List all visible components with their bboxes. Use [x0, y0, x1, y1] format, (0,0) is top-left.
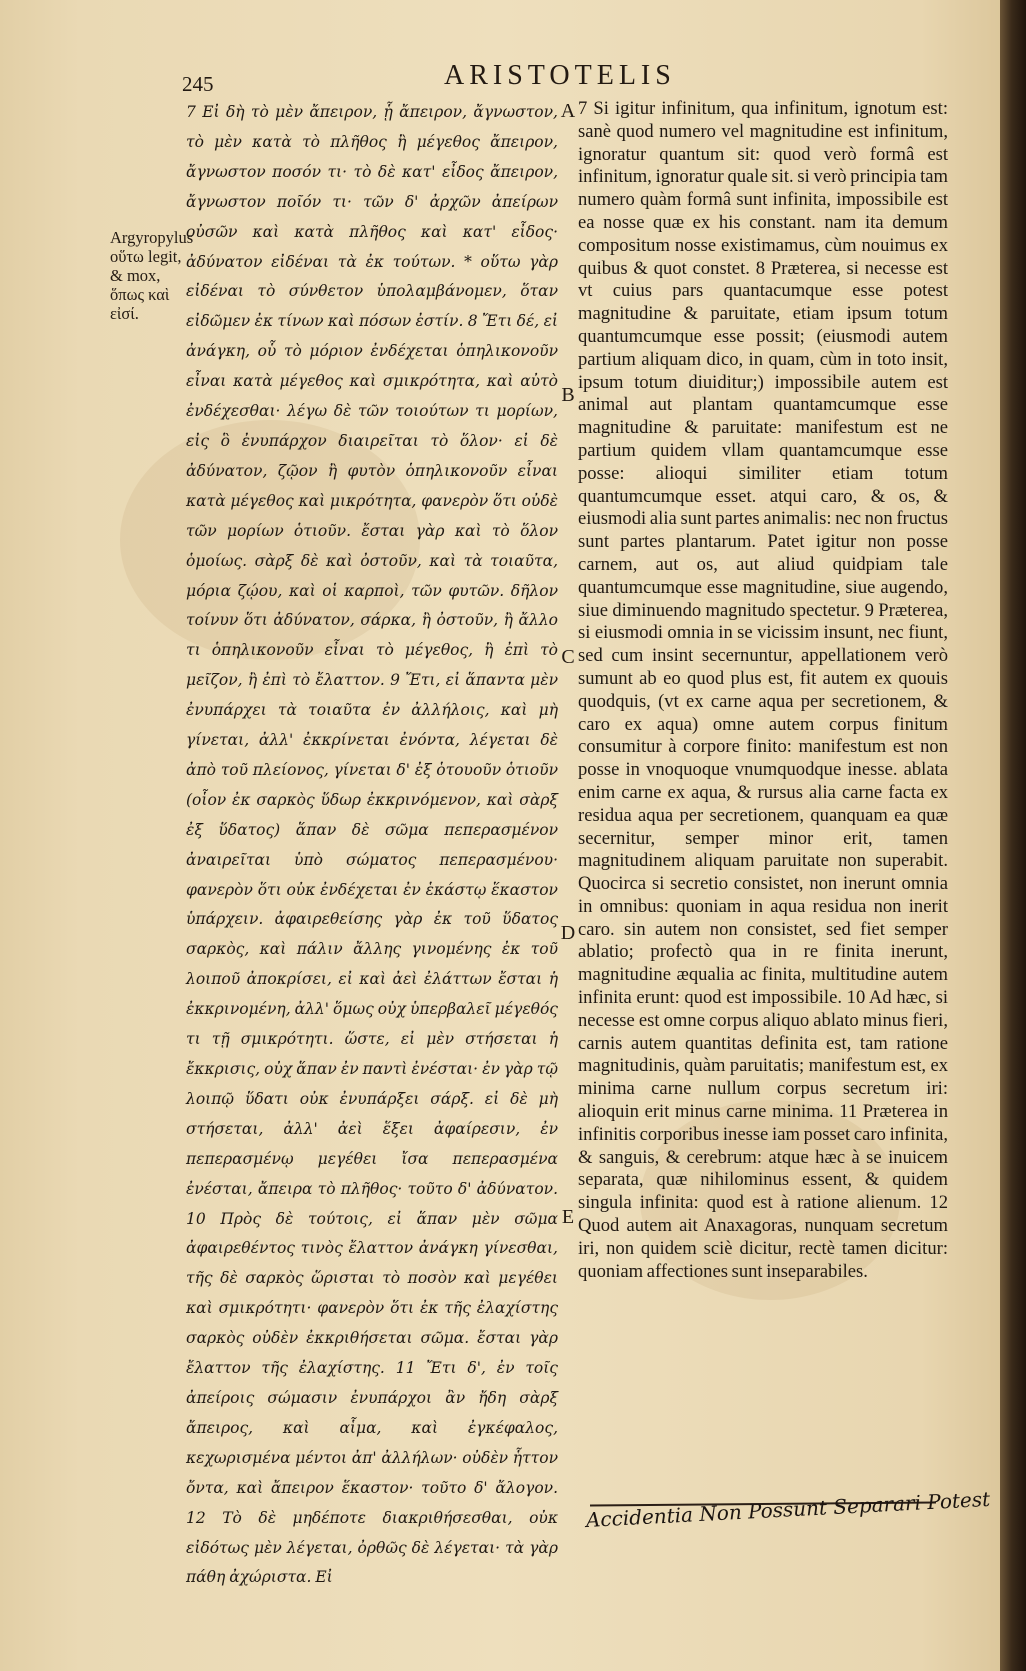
- page-header: [0, 60, 1000, 96]
- running-head: ARISTOTELIS: [444, 60, 676, 91]
- section-marker: C: [561, 646, 575, 668]
- book-edge: [1000, 0, 1026, 1671]
- handwritten-annotation: Accidentia Non Possunt Separari Potest: [585, 1486, 991, 1532]
- greek-column: 7 Εἰ δὴ τὸ μὲν ἄπειρον, ᾗ ἄπειρον, ἄγνωστον, τὸ μὲν κατὰ τὸ πλῆθος ἢ μέγεθος ἄπειρον, ἄγνωστον ποσόν τι· τὸ δὲ κατ' εἶδος ἄπειρον, ἄγνωστον ποῖόν τι· τῶν δ' ἀρχῶν ἀπείρων οὐσῶν καὶ κατὰ πλῆθος καὶ κατ' εἶδος· ἀδύνατον εἰδέναι τὰ ἐκ τούτων. * οὕτω γὰρ εἰδέναι τὸ σύνθετον ὑπολαμβάνομεν, ὅταν εἰδῶμεν ἐκ τίνων καὶ πόσων ἐστίν. 8 Ἔτι δέ, εἰ ἀνάγκη, οὗ τὸ μόριον ἐνδέχεται ὁπηλικονοῦν εἶναι κατὰ μέγεθος καὶ σμικρότητα, καὶ αὐτὸ ἐνδέχεσθαι· λέγω δὲ τῶν τοιούτων τι μορίων, εἰς ὃ ἐνυπάρχον διαιρεῖται τὸ ὅλον· εἰ δὲ ἀδύνατον, ζῷον ἢ φυτὸν ὁπηλικονοῦν εἶναι κατὰ μέγεθος καὶ μικρότητα, φανερὸν ὅτι οὐδὲ τῶν μορίων ὁτιοῦν. ἔσται γὰρ καὶ τὸ ὅλον ὁμοίως. σὰρξ δὲ καὶ ὀστοῦν, καὶ τὰ τοιαῦτα, μόρια ζῴου, καὶ οἱ καρποὶ, τῶν φυτῶν. δῆλον τοίνυν ὅτι ἀδύνατον, σάρκα, ἢ ὀστοῦν, ἢ ἄλλο τι ὁπηλικονοῦν εἶναι τὸ μέγεθος, ἢ ἐπὶ τὸ μεῖζον, ἢ ἐπὶ τὸ ἔλαττον. 9 Ἔτι, εἰ ἅπαντα μὲν ἐνυπάρχει τὰ τοιαῦτα ἐν ἀλλήλοις, καὶ μὴ γίνεται, ἀλλ' ἐκκρίνεται ἐνόντα, λέγεται δὲ ἀπὸ τοῦ πλείονος, γίνεται δ' ἐξ ὁτουοῦν ὁτιοῦν (οἷον ἐκ σαρκὸς ὕδωρ ἐκκρινόμενον, καὶ σὰρξ ἐξ ὕδατος) ἅπαν δὲ σῶμα πεπερασμένον ἀναιρεῖται ὑπὸ σώματος πεπερασμένου· φανερὸν ὅτι οὐκ ἐνδέχεται ἐν ἑκάστῳ ἕκαστον ὑπάρχειν. ἀφαιρεθείσης γὰρ ἐκ τοῦ ὕδατος σαρκὸς, καὶ πάλιν ἄλλης γινομένης ἐκ τοῦ λοιποῦ ἀποκρίσει, εἰ καὶ ἀεὶ ἐλάττων ἔσται ἡ ἐκκρινομένη, ἀλλ' ὅμως οὐχ ὑπερβαλεῖ μέγεθός τι τῇ σμικρότητι. ὥστε, εἰ μὲν στήσεται ἡ ἔκκρισις, οὐχ ἅπαν ἐν παντὶ ἐνέσται· ἐν γὰρ τῷ λοιπῷ ὕδατι οὐκ ἐνυπάρξει σάρξ. εἰ δὲ μὴ στήσεται, ἀλλ' ἀεὶ ἕξει ἀφαίρεσιν, ἐν πεπερασμένῳ μεγέθει ἴσα πεπερασμένα ἐνέσται, ἄπειρα τὸ πλῆθος· τοῦτο δ' ἀδύνατον. 10 Πρὸς δὲ τούτοις, εἰ ἅπαν μὲν σῶμα ἀφαιρεθέντος τινὸς ἔλαττον ἀνάγκη γίνεσθαι, τῆς δὲ σαρκὸς ὥρισται τὸ ποσὸν καὶ μεγέθει καὶ σμικρότητι· φανερὸν ὅτι ἐκ τῆς ἐλαχίστης σαρκὸς οὐδὲν ἐκκριθήσεται σῶμα. ἔσται γὰρ ἔλαττον τῆς ἐλαχίστης. 11 Ἔτι δ', ἐν τοῖς ἀπείροις σώμασιν ἐνυπάρχοι ἂν ἤδη σὰρξ ἄπειρος, καὶ αἷμα, καὶ ἐγκέφαλος, κεχωρισμένα μέντοι ἀπ' ἀλλήλων· οὐδὲν ἧττον ὄντα, καὶ ἄπειρον ἕκαστον· τοῦτο δ' ἄλογον. 12 Τὸ δὲ μηδέποτε διακριθήσεσθαι, οὐκ εἰδότως μὲν λέγεται, ὀρθῶς δὲ λέγεται· τὰ γὰρ πάθη ἀχώριστα. Εἰ: [186, 103, 558, 1587]
- latin-column: 7 Si igitur infinitum, qua infinitum, ignotum est: sanè quod numero vel magnitudine est infinitum, ignoratur quantum sit: quod verò formâ est infinitum, ignoratur quale sit. si verò principia tam numero quàm formâ sunt infinita, impossibile est ea nosse quæ ex his constant. nam ita demum compositum nosse existimamus, cùm nouimus ex quibus & quot constet. 8 Præterea, si necesse est vt cuius pars quantacumque esse potest magnitudine & paruitate, etiam ipsum totum quantumcumque esse possit; (eiusmodi autem partium aliquam dico, in quam, cùm in toto insit, ipsum totum diuiditur;) impossibile autem est animal aut plantam quantamcumque esse magnitudine & paruitate: manifestum est ne partium quidem vllam quantamcumque esse posse: alioqui similiter etiam totum quantumcumque esset. atqui caro, & os, & eiusmodi alia sunt partes animalis: nec non fructus sunt partes plantarum. Patet igitur non posse carnem, aut os, aut aliud quidpiam tale quantumcumque esse magnitudine, siue augendo, siue diminuendo magnitudo spectetur. 9 Præterea, si eiusmodi omnia in se vicissim insunt, nec fiunt, sed cum insint secernuntur, appellationem verò sumunt ab eo quod plus est, fit autem ex quouis quodquis, (vt ex carne aqua per secretionem, & caro ex aqua) omne autem corpus finitum consumitur à corpore finito: manifestum est non posse in vnoquoque vnumquodque inesse. ablata enim carne ex aqua, & rursus alia carne facta ex residua aqua per secretionem, quanquam ea quæ secernitur, semper minor erit, tamen magnitudinem aliquam paruitate non superabit. Quocirca si secretio consistet, non inerunt omnia in omnibus: quoniam in aqua residua non inerit caro. sin autem non consistet, sed fiet semper ablatio; profectò qua in re finita inerunt, magnitudine æqualia ac finita, multitudine autem infinita erunt: quod est impossibile. 10 Ad hæc, si necesse est omne corpus aliquo ablato minus fieri, carnis autem quantitas definita est, tam ratione magnitudinis, quàm paruitatis; manifestum est, ex minima carne nullum corpus secretum iri: alioquin erit minus carne minima. 11 Præterea in infinitis corporibus inesse iam posset caro infinita, & sanguis, & cerebrum: atque hæc à se inuicem separata, quæ nihilominus essent, & quidem singula infinita: quod est à ratione alienum. 12 Quod autem ait Anaxagoras, nunquam secretum iri, non quidem sciè dicitur, rectè tamen dicitur: quoniam affectiones sunt inseparabiles.: [578, 98, 948, 1282]
- section-marker: D: [560, 922, 576, 944]
- margin-note: Argyropylus οὕτω legit, & mox, ὅπως καὶ εἰσί.: [110, 228, 194, 323]
- page-number: 245: [182, 72, 214, 96]
- section-marker: A: [560, 100, 576, 122]
- section-marker: B: [561, 384, 575, 406]
- section-marker: E: [561, 1206, 575, 1228]
